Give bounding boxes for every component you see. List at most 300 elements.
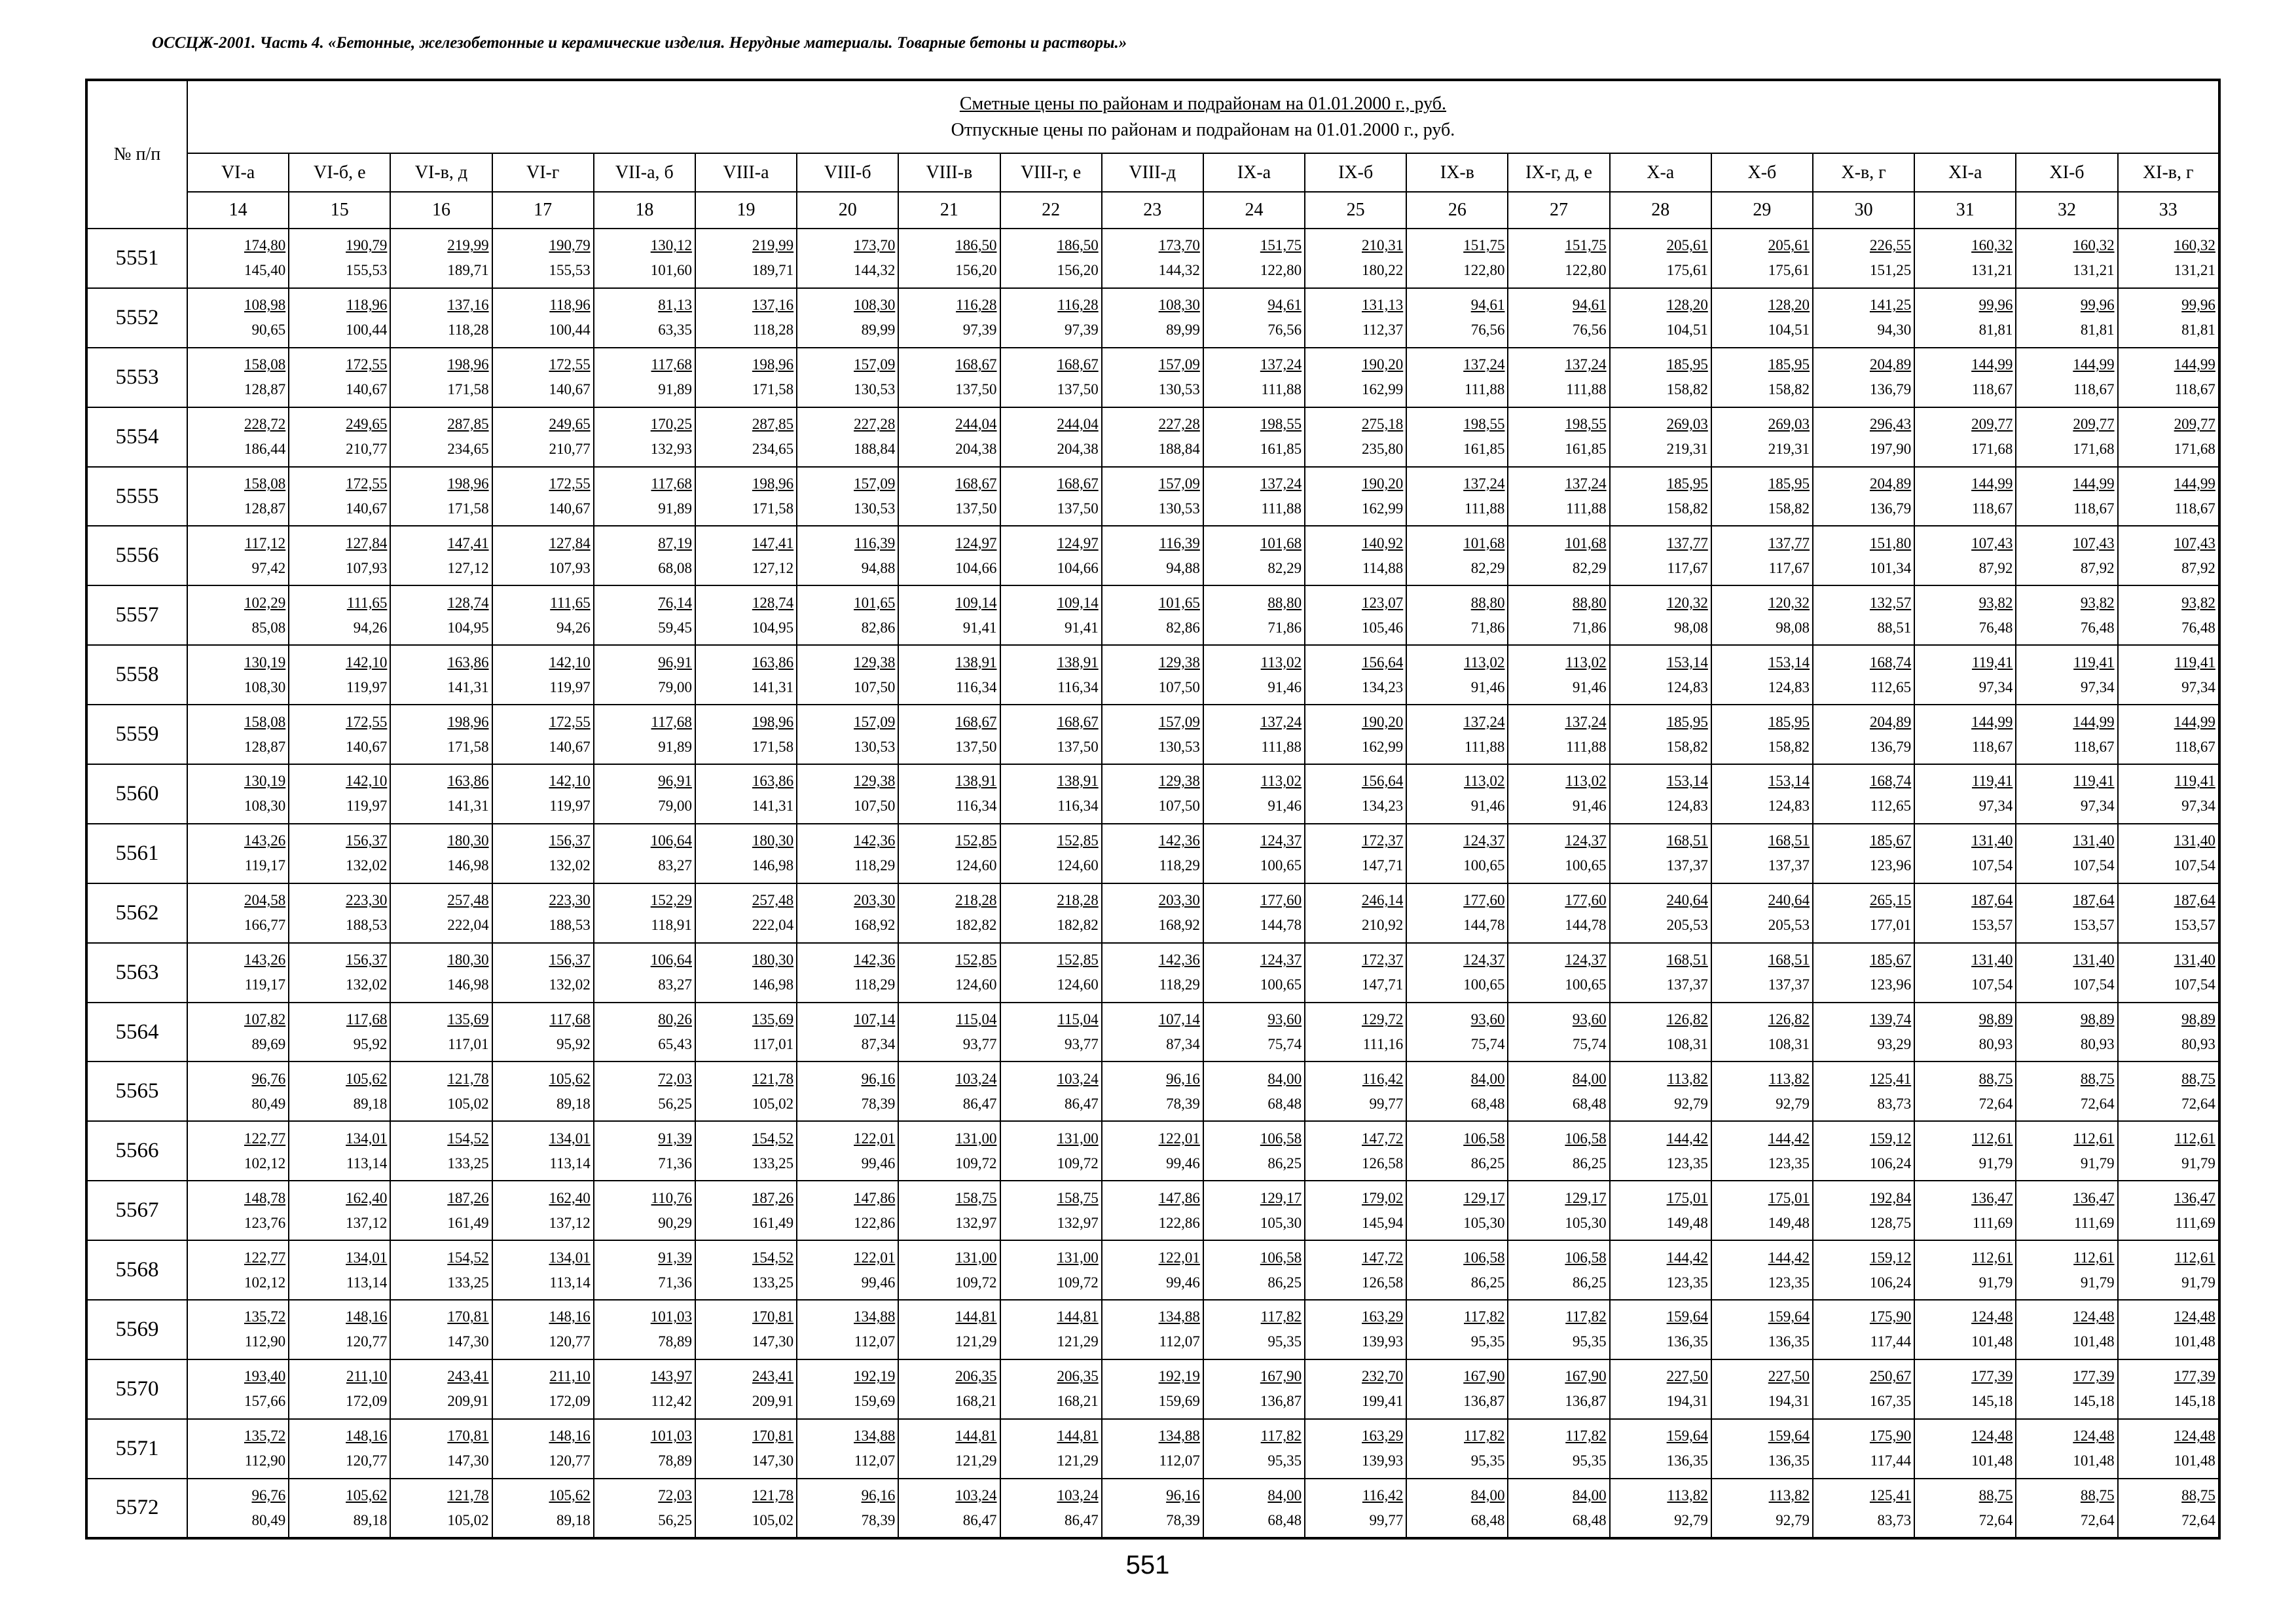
price-cell <box>1610 1181 1711 1240</box>
release-price: 107,54 <box>1971 857 2013 874</box>
estimate-price: 93,82 <box>2181 594 2215 611</box>
release-price: 79,00 <box>658 798 692 815</box>
release-price: 199,41 <box>1362 1393 1404 1410</box>
region-header: VIII-в <box>898 153 1000 192</box>
price-cell <box>187 824 289 883</box>
price-cell <box>1203 883 1305 943</box>
estimate-price: 265,15 <box>1869 892 1912 909</box>
row-number: 5568 <box>86 1240 187 1300</box>
release-price: 194,31 <box>1768 1393 1810 1410</box>
estimate-price: 198,96 <box>447 475 489 492</box>
price-cell <box>492 1121 594 1181</box>
estimate-price: 119,41 <box>2174 654 2215 671</box>
release-price: 194,31 <box>1666 1393 1708 1410</box>
release-price: 124,60 <box>955 976 997 993</box>
release-price: 92,79 <box>1674 1511 1708 1528</box>
release-price: 219,31 <box>1666 441 1708 458</box>
release-price: 91,89 <box>658 500 692 517</box>
estimate-price: 131,40 <box>2174 951 2215 969</box>
estimate-price: 163,86 <box>447 773 489 790</box>
estimate-price: 151,75 <box>1463 237 1505 254</box>
estimate-price: 144,99 <box>2073 475 2115 492</box>
release-price: 91,41 <box>962 619 997 636</box>
estimate-price: 117,68 <box>651 356 692 373</box>
price-cell <box>1305 1181 1406 1240</box>
estimate-price: 142,10 <box>549 654 591 671</box>
region-header: VI-а <box>187 153 289 192</box>
estimate-price: 144,99 <box>2174 713 2215 730</box>
release-price: 56,25 <box>658 1511 692 1528</box>
release-price: 85,08 <box>251 619 286 636</box>
estimate-price: 143,26 <box>244 832 286 849</box>
estimate-price: 144,42 <box>1768 1130 1810 1147</box>
price-cell <box>1000 1419 1102 1479</box>
price-cell <box>1406 1419 1508 1479</box>
estimate-price: 203,30 <box>854 892 896 909</box>
estimate-price: 120,32 <box>1768 594 1810 611</box>
release-price: 140,67 <box>549 500 591 517</box>
release-price: 132,02 <box>549 857 591 874</box>
price-cell <box>695 764 797 824</box>
price-cell <box>390 288 492 348</box>
price-cell <box>695 1003 797 1062</box>
release-price: 136,79 <box>1869 381 1912 398</box>
release-price: 95,92 <box>353 1036 388 1053</box>
estimate-price: 99,96 <box>2080 297 2115 314</box>
estimate-price: 99,96 <box>1978 297 2013 314</box>
release-price: 86,47 <box>1064 1511 1099 1528</box>
price-cell <box>797 705 898 764</box>
estimate-price: 140,92 <box>1362 534 1404 551</box>
price-cell <box>1000 407 1102 467</box>
price-cell <box>898 1240 1000 1300</box>
price-cell <box>2016 526 2117 585</box>
estimate-price: 167,90 <box>1463 1368 1505 1385</box>
estimate-price: 91,39 <box>658 1249 692 1266</box>
price-cell <box>898 526 1000 585</box>
price-cell <box>797 824 898 883</box>
estimate-price: 137,16 <box>447 297 489 314</box>
estimate-price: 112,61 <box>2174 1130 2215 1147</box>
release-price: 89,99 <box>1166 322 1200 339</box>
release-price: 113,14 <box>549 1154 591 1172</box>
price-cell <box>187 467 289 526</box>
estimate-price: 101,03 <box>650 1428 692 1445</box>
estimate-price: 151,80 <box>1869 534 1912 551</box>
price-cell <box>1203 705 1305 764</box>
release-price: 100,65 <box>1565 976 1607 993</box>
release-price: 97,34 <box>1978 678 2013 695</box>
price-cell <box>1813 764 1914 824</box>
price-cell <box>695 467 797 526</box>
release-price: 137,50 <box>1057 381 1099 398</box>
price-cell <box>898 585 1000 645</box>
estimate-price: 138,91 <box>1057 654 1099 671</box>
release-price: 136,35 <box>1666 1452 1708 1469</box>
release-price: 112,07 <box>1159 1333 1200 1350</box>
release-price: 100,65 <box>1463 976 1505 993</box>
release-price: 124,83 <box>1666 678 1708 695</box>
estimate-price: 163,29 <box>1362 1308 1404 1325</box>
price-cell <box>2118 1181 2219 1240</box>
release-price: 113,14 <box>346 1274 388 1291</box>
release-price: 112,07 <box>854 1452 896 1469</box>
price-cell <box>898 348 1000 407</box>
release-price: 126,58 <box>1362 1274 1404 1291</box>
release-price: 147,71 <box>1362 857 1404 874</box>
estimate-price: 113,02 <box>1260 654 1302 671</box>
estimate-price: 96,76 <box>251 1486 286 1504</box>
release-price: 137,50 <box>955 738 997 755</box>
estimate-price: 168,67 <box>955 713 997 730</box>
estimate-price: 144,81 <box>1057 1308 1099 1325</box>
estimate-price: 72,03 <box>658 1486 692 1504</box>
release-price: 124,60 <box>1057 857 1099 874</box>
estimate-price: 148,16 <box>346 1308 388 1325</box>
release-price: 141,31 <box>447 798 489 815</box>
release-price: 171,58 <box>752 500 794 517</box>
estimate-price: 115,04 <box>1057 1011 1099 1028</box>
price-cell <box>1508 1419 1609 1479</box>
release-price: 168,92 <box>1158 917 1200 934</box>
estimate-price: 125,41 <box>1869 1070 1912 1087</box>
price-cell <box>289 288 390 348</box>
release-price: 112,65 <box>1870 678 1912 695</box>
release-price: 95,35 <box>1267 1452 1302 1469</box>
estimate-price: 115,04 <box>956 1011 997 1028</box>
estimate-price: 135,72 <box>244 1428 286 1445</box>
price-cell <box>1813 705 1914 764</box>
table-row <box>86 1300 2219 1359</box>
price-cell <box>797 526 898 585</box>
price-cell <box>1610 883 1711 943</box>
estimate-price: 154,52 <box>447 1249 489 1266</box>
release-price: 147,30 <box>447 1452 489 1469</box>
release-price: 111,88 <box>1464 500 1505 517</box>
release-price: 122,86 <box>854 1214 896 1231</box>
row-number: 5563 <box>86 943 187 1003</box>
release-price: 153,57 <box>1971 917 2013 934</box>
price-cell <box>390 943 492 1003</box>
release-price: 188,84 <box>854 441 896 458</box>
row-number: 5558 <box>86 645 187 705</box>
release-price: 71,86 <box>1267 619 1302 636</box>
release-price: 76,56 <box>1470 322 1505 339</box>
price-cell <box>390 1479 492 1538</box>
price-cell <box>1508 1003 1609 1062</box>
release-price: 182,82 <box>955 917 997 934</box>
price-cell <box>1610 1479 1711 1538</box>
price-cell <box>594 943 695 1003</box>
estimate-price: 187,64 <box>2073 892 2115 909</box>
price-cell <box>289 1479 390 1538</box>
estimate-price: 122,01 <box>1158 1249 1200 1266</box>
price-cell <box>2016 1240 2117 1300</box>
estimate-price: 136,47 <box>2073 1189 2115 1206</box>
price-cell <box>1000 348 1102 407</box>
estimate-price: 131,13 <box>1362 297 1404 314</box>
estimate-price: 226,55 <box>1869 237 1912 254</box>
price-cell <box>1305 1300 1406 1359</box>
release-price: 87,92 <box>2080 559 2115 576</box>
price-cell <box>390 348 492 407</box>
price-cell <box>1305 1479 1406 1538</box>
release-price: 72,64 <box>1978 1095 2013 1112</box>
estimate-price: 121,78 <box>447 1486 489 1504</box>
estimate-price: 168,51 <box>1768 951 1810 969</box>
estimate-price: 148,78 <box>244 1189 286 1206</box>
release-price: 124,60 <box>955 857 997 874</box>
row-number: 5570 <box>86 1359 187 1419</box>
price-cell <box>594 1240 695 1300</box>
region-header: VIII-д <box>1102 153 1203 192</box>
price-cell <box>492 764 594 824</box>
estimate-price: 172,37 <box>1362 951 1404 969</box>
estimate-price: 93,82 <box>2080 594 2115 611</box>
estimate-price: 218,28 <box>955 892 997 909</box>
column-number: 33 <box>2118 192 2219 229</box>
release-price: 131,21 <box>2174 262 2215 279</box>
price-cell <box>695 526 797 585</box>
table-row <box>86 407 2219 467</box>
column-number: 16 <box>390 192 492 229</box>
release-price: 189,71 <box>447 262 489 279</box>
price-cell <box>1813 883 1914 943</box>
price-cell <box>2016 764 2117 824</box>
price-cell <box>1203 645 1305 705</box>
estimate-price: 128,20 <box>1666 297 1708 314</box>
release-price: 120,77 <box>346 1333 388 1350</box>
release-price: 146,98 <box>752 857 794 874</box>
table-row <box>86 526 2219 585</box>
price-cell <box>1305 883 1406 943</box>
estimate-price: 137,24 <box>1463 713 1505 730</box>
price-cell <box>797 585 898 645</box>
estimate-price: 96,16 <box>1166 1070 1200 1087</box>
price-cell <box>2016 288 2117 348</box>
release-price: 186,44 <box>244 441 286 458</box>
price-cell <box>594 1359 695 1419</box>
release-price: 158,82 <box>1666 381 1708 398</box>
release-price: 118,67 <box>2174 500 2215 517</box>
estimate-price: 117,68 <box>651 713 692 730</box>
release-price: 121,29 <box>1057 1333 1099 1350</box>
price-cell <box>390 883 492 943</box>
page-number: 551 <box>1125 1551 1170 1579</box>
price-cell <box>594 1181 695 1240</box>
price-cell <box>1406 1121 1508 1181</box>
price-cell <box>1305 348 1406 407</box>
release-price: 98,08 <box>1674 619 1708 636</box>
estimate-price: 131,00 <box>1057 1130 1099 1147</box>
release-price: 119,97 <box>549 798 591 815</box>
row-number: 5551 <box>86 229 187 288</box>
estimate-price: 88,75 <box>2181 1486 2215 1504</box>
estimate-price: 135,69 <box>447 1011 489 1028</box>
release-price: 86,47 <box>1064 1095 1099 1112</box>
release-price: 121,29 <box>1057 1452 1099 1469</box>
estimate-price: 124,37 <box>1260 832 1302 849</box>
price-cell <box>1711 1181 1813 1240</box>
release-price: 111,88 <box>1261 500 1302 517</box>
release-price: 93,77 <box>962 1036 997 1053</box>
estimate-price: 187,64 <box>2174 892 2215 909</box>
estimate-price: 126,82 <box>1666 1011 1708 1028</box>
estimate-price: 119,41 <box>1971 654 2013 671</box>
price-cell <box>492 467 594 526</box>
table-header <box>86 80 2219 229</box>
release-price: 161,85 <box>1260 441 1302 458</box>
estimate-price: 124,48 <box>2073 1428 2115 1445</box>
price-cell <box>1813 288 1914 348</box>
estimate-price: 138,91 <box>955 654 997 671</box>
price-cell <box>1813 1121 1914 1181</box>
price-cell <box>1305 1003 1406 1062</box>
release-price: 139,93 <box>1362 1452 1404 1469</box>
estimate-price: 124,48 <box>2174 1308 2215 1325</box>
estimate-price: 180,30 <box>752 832 794 849</box>
release-price: 111,88 <box>1261 738 1302 755</box>
estimate-price: 144,99 <box>1971 713 2013 730</box>
estimate-price: 232,70 <box>1362 1368 1404 1385</box>
estimate-price: 108,98 <box>244 297 286 314</box>
price-cell <box>492 1061 594 1121</box>
estimate-price: 160,32 <box>1971 237 2013 254</box>
release-price: 91,79 <box>1978 1274 2013 1291</box>
price-cell <box>1203 1419 1305 1479</box>
estimate-price: 185,95 <box>1666 475 1708 492</box>
release-price: 107,50 <box>854 798 896 815</box>
price-cell <box>1711 467 1813 526</box>
price-cell <box>289 1300 390 1359</box>
release-price: 157,66 <box>244 1393 286 1410</box>
estimate-price: 129,72 <box>1362 1011 1404 1028</box>
estimate-price: 129,38 <box>1158 773 1200 790</box>
price-cell <box>1406 1300 1508 1359</box>
price-cell <box>2118 526 2219 585</box>
price-cell <box>797 1181 898 1240</box>
release-price: 137,12 <box>549 1214 591 1231</box>
estimate-price: 94,61 <box>1572 297 1607 314</box>
price-table <box>85 79 2221 1540</box>
estimate-price: 152,85 <box>955 951 997 969</box>
price-cell <box>187 1240 289 1300</box>
price-cell <box>1914 824 2016 883</box>
release-price: 97,34 <box>2181 678 2215 695</box>
estimate-price: 134,01 <box>549 1130 591 1147</box>
release-price: 162,99 <box>1362 381 1404 398</box>
row-number: 5553 <box>86 348 187 407</box>
price-cell <box>1711 824 1813 883</box>
release-price: 80,93 <box>2080 1036 2115 1053</box>
price-cell <box>1305 764 1406 824</box>
estimate-price: 135,69 <box>752 1011 794 1028</box>
price-cell <box>1102 1003 1203 1062</box>
release-price: 140,67 <box>346 500 388 517</box>
price-cell <box>187 229 289 288</box>
column-number: 25 <box>1305 192 1406 229</box>
release-price: 71,86 <box>1470 619 1505 636</box>
column-number: 15 <box>289 192 390 229</box>
release-price: 68,48 <box>1470 1095 1505 1112</box>
price-cell <box>492 1359 594 1419</box>
estimate-price: 96,76 <box>251 1070 286 1087</box>
release-price: 86,25 <box>1267 1154 1302 1172</box>
price-cell <box>492 288 594 348</box>
release-price: 123,96 <box>1869 857 1912 874</box>
estimate-price: 156,64 <box>1362 773 1404 790</box>
release-price: 134,23 <box>1362 678 1404 695</box>
price-cell <box>289 585 390 645</box>
release-price: 101,48 <box>2073 1333 2115 1350</box>
estimate-price: 107,43 <box>2073 534 2115 551</box>
price-cell <box>695 1240 797 1300</box>
estimate-price: 177,60 <box>1260 892 1302 909</box>
estimate-price: 88,75 <box>2181 1070 2215 1087</box>
estimate-price: 192,84 <box>1869 1189 1912 1206</box>
release-price: 91,79 <box>2080 1274 2115 1291</box>
release-price: 171,58 <box>447 500 489 517</box>
release-price: 108,31 <box>1768 1036 1810 1053</box>
price-cell <box>1305 1359 1406 1419</box>
price-title-header <box>187 80 2219 153</box>
release-price: 158,82 <box>1768 381 1810 398</box>
estimate-price: 117,82 <box>1260 1428 1302 1445</box>
price-cell <box>898 764 1000 824</box>
estimate-price: 223,30 <box>549 892 591 909</box>
price-cell <box>1914 705 2016 764</box>
region-header: VIII-а <box>695 153 797 192</box>
price-cell <box>797 1003 898 1062</box>
price-cell <box>187 1359 289 1419</box>
price-cell <box>1102 1359 1203 1419</box>
estimate-price: 172,37 <box>1362 832 1404 849</box>
price-cell <box>390 1181 492 1240</box>
price-cell <box>1305 1121 1406 1181</box>
release-price: 75,74 <box>1470 1036 1505 1053</box>
price-cell <box>898 1359 1000 1419</box>
release-price: 137,37 <box>1666 857 1708 874</box>
release-price: 118,67 <box>2073 381 2115 398</box>
estimate-price: 163,86 <box>752 773 794 790</box>
estimate-price: 106,58 <box>1260 1249 1302 1266</box>
estimate-price: 167,90 <box>1260 1368 1302 1385</box>
estimate-price: 137,24 <box>1463 475 1505 492</box>
release-price: 145,94 <box>1362 1214 1404 1231</box>
price-cell <box>390 407 492 467</box>
region-header: VII-а, б <box>594 153 695 192</box>
release-price: 91,89 <box>658 381 692 398</box>
estimate-price: 137,16 <box>752 297 794 314</box>
price-cell <box>187 526 289 585</box>
price-cell <box>289 1061 390 1121</box>
estimate-price: 80,26 <box>658 1011 692 1028</box>
release-price: 234,65 <box>752 441 794 458</box>
estimate-price: 163,86 <box>752 654 794 671</box>
price-cell <box>1102 943 1203 1003</box>
release-price: 204,38 <box>1057 441 1099 458</box>
price-cell <box>898 1479 1000 1538</box>
estimate-price: 156,37 <box>346 832 388 849</box>
estimate-price: 156,37 <box>549 951 591 969</box>
price-cell <box>1610 288 1711 348</box>
release-price: 128,75 <box>1869 1214 1912 1231</box>
estimate-price: 84,00 <box>1572 1486 1607 1504</box>
estimate-price: 103,24 <box>1057 1070 1099 1087</box>
release-price: 118,91 <box>651 917 692 934</box>
estimate-price: 141,25 <box>1869 297 1912 314</box>
release-price: 137,37 <box>1768 857 1810 874</box>
